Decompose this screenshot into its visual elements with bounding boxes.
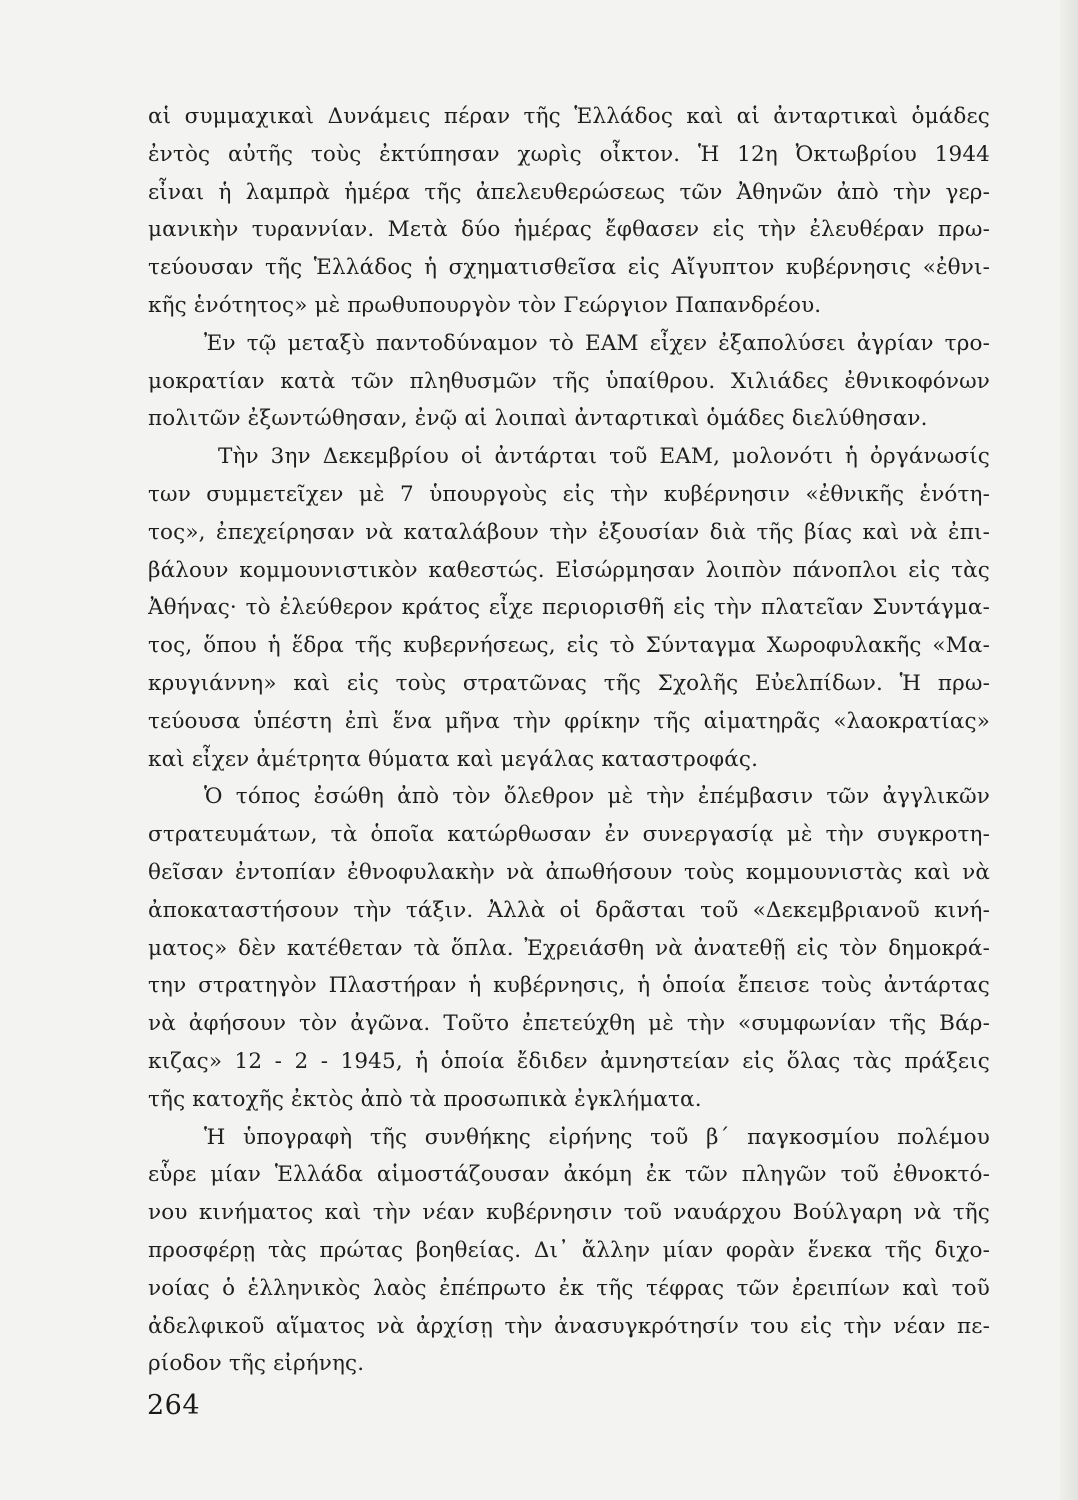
text-line: ἐντὸς αὐτῆς τοὺς ἐκτύπησαν χωρὶς οἶκτον. Ἡ 12η Ὀκτωβρίου 1944 [148, 141, 990, 167]
page-number: 264 [147, 1390, 201, 1421]
text-line: Ἐν τῷ μεταξὺ παντοδύναμον τὸ ΕΑΜ εἶχεν ἐξαπολύσει ἀγρίαν τρο- [204, 330, 990, 356]
text-line: ρίοδον τῆς εἰρήνης. [148, 1351, 365, 1377]
text-line: των συμμετεῖχεν μὲ 7 ὑπουργοὺς εἰς τὴν κυβέρνησιν «ἐθνικῆς ἑνότη- [148, 481, 990, 507]
text-line: κιζας» 12 - 2 - 1945, ἡ ὁποία ἔδιδεν ἀμνηστείαν εἰς ὅλας τὰς πράξεις [148, 1048, 990, 1074]
text-line: Ὁ τόπος ἐσώθη ἀπὸ τὸν ὄλεθρον μὲ τὴν ἐπέμβασιν τῶν ἀγγλικῶν [204, 784, 990, 810]
text-line: τῆς κατοχῆς ἐκτὸς ἀπὸ τὰ προσωπικὰ ἐγκλήματα. [148, 1086, 702, 1112]
text-line: εὗρε μίαν Ἑλλάδα αἱμοστάζουσαν ἀκόμη ἐκ τῶν πληγῶν τοῦ ἐθνοκτό- [148, 1162, 990, 1188]
body-text [148, 98, 990, 1383]
text-line: αἱ συμμαχικαὶ Δυνάμεις πέραν τῆς Ἑλλάδος καὶ αἱ ἀνταρτικαὶ ὁμάδες [148, 104, 990, 129]
text-line: νοίας ὁ ἑλληνικὸς λαὸς ἐπέπρωτο ἐκ τῆς τέφρας τῶν ἐρειπίων καὶ τοῦ [148, 1275, 990, 1301]
text-line: καὶ εἶχεν ἀμέτρητα θύματα καὶ μεγάλας καταστροφάς. [148, 746, 759, 772]
text-line: νὰ ἀφήσουν τὸν ἀγῶνα. Τοῦτο ἐπετεύχθη μὲ τὴν «συμφωνίαν τῆς Βάρ- [148, 1011, 990, 1037]
text-line: κῆς ἑνότητος» μὲ πρωθυπουργὸν τὸν Γεώργιον Παπανδρέου. [148, 292, 822, 318]
text-line: ἀποκαταστήσουν τὴν τάξιν. Ἀλλὰ οἱ δρᾶσται τοῦ «Δεκεμβριανοῦ κινή- [148, 897, 990, 923]
text-line: προσφέρῃ τὰς πρώτας βοηθείας. Δι᾽ ἄλλην μίαν φορὰν ἕνεκα τῆς διχο- [148, 1237, 990, 1263]
text-line: τεύουσαν τῆς Ἑλλάδος ἡ σχηματισθεῖσα εἰς Αἴγυπτον κυβέρνησις «ἐθνι- [148, 255, 990, 281]
text-line: τεύουσα ὑπέστη ἐπὶ ἕνα μῆνα τὴν φρίκην τῆς αἱματηρᾶς «λαοκρατίας» [148, 708, 990, 734]
text-line: Ἀθήνας· τὸ ἐλεύθερον κράτος εἶχε περιορισθῆ εἰς τὴν πλατεῖαν Συντάγμα- [148, 595, 990, 621]
text-line: ἀδελφικοῦ αἵματος νὰ ἀρχίσῃ τὴν ἀνασυγκρότησίν του εἰς τὴν νέαν πε- [148, 1313, 990, 1339]
text-line: μανικὴν τυραννίαν. Μετὰ δύο ἡμέρας ἔφθασεν εἰς τὴν ἐλευθέραν πρω- [148, 217, 990, 243]
text-line: εἶναι ἡ λαμπρὰ ἡμέρα τῆς ἀπελευθερώσεως τῶν Ἀθηνῶν ἀπὸ τὴν γερ- [148, 179, 990, 205]
text-line: βάλουν κομμουνιστικὸν καθεστώς. Εἰσώρμησαν λοιπὸν πάνοπλοι εἰς τὰς [148, 557, 990, 583]
text-line: Τὴν 3ην Δεκεμβρίου οἱ ἀντάρται τοῦ ΕΑΜ, μολονότι ἡ ὀργάνωσίς [218, 444, 990, 470]
text-line: τος, ὅπου ἡ ἕδρα τῆς κυβερνήσεως, εἰς τὸ Σύνταγμα Χωροφυλακῆς «Μα- [148, 633, 990, 659]
text-line: στρατευμάτων, τὰ ὁποῖα κατώρθωσαν ἐν συνεργασίᾳ μὲ τὴν συγκροτη- [148, 822, 990, 848]
text-line: θεῖσαν ἐντοπίαν ἐθνοφυλακὴν νὰ ἀπωθήσουν τοὺς κομμουνιστὰς καὶ νὰ [148, 859, 990, 885]
text-line: πολιτῶν ἐξωντώθησαν, ἐνῷ αἱ λοιπαὶ ἀνταρτικαὶ ὁμάδες διελύθησαν. [148, 406, 928, 432]
text-line: μοκρατίαν κατὰ τῶν πληθυσμῶν τῆς ὑπαίθρου. Χιλιάδες ἐθνικοφόνων [148, 368, 990, 394]
text-line: τος», ἐπεχείρησαν νὰ καταλάβουν τὴν ἐξουσίαν διὰ τῆς βίας καὶ νὰ ἐπι- [148, 519, 990, 545]
text-line: ματος» δὲν κατέθεταν τὰ ὅπλα. Ἐχρειάσθη νὰ ἀνατεθῇ εἰς τὸν δημοκρά- [148, 935, 990, 961]
text-line: κρυγιάννη» καὶ εἰς τοὺς στρατῶνας τῆς Σχολῆς Εὐελπίδων. Ἡ πρω- [148, 670, 990, 696]
page-edge-shadow [1060, 0, 1078, 1500]
text-line: Ἡ ὑπογραφὴ τῆς συνθήκης εἰρήνης τοῦ β΄ παγκοσμίου πολέμου [204, 1124, 990, 1150]
text-line: την στρατηγὸν Πλαστήραν ἡ κυβέρνησις, ἡ ὁποία ἔπεισε τοὺς ἀντάρτας [148, 973, 990, 999]
text-line: νου κινήματος καὶ τὴν νέαν κυβέρνησιν τοῦ ναυάρχου Βούλγαρη νὰ τῆς [148, 1200, 990, 1226]
